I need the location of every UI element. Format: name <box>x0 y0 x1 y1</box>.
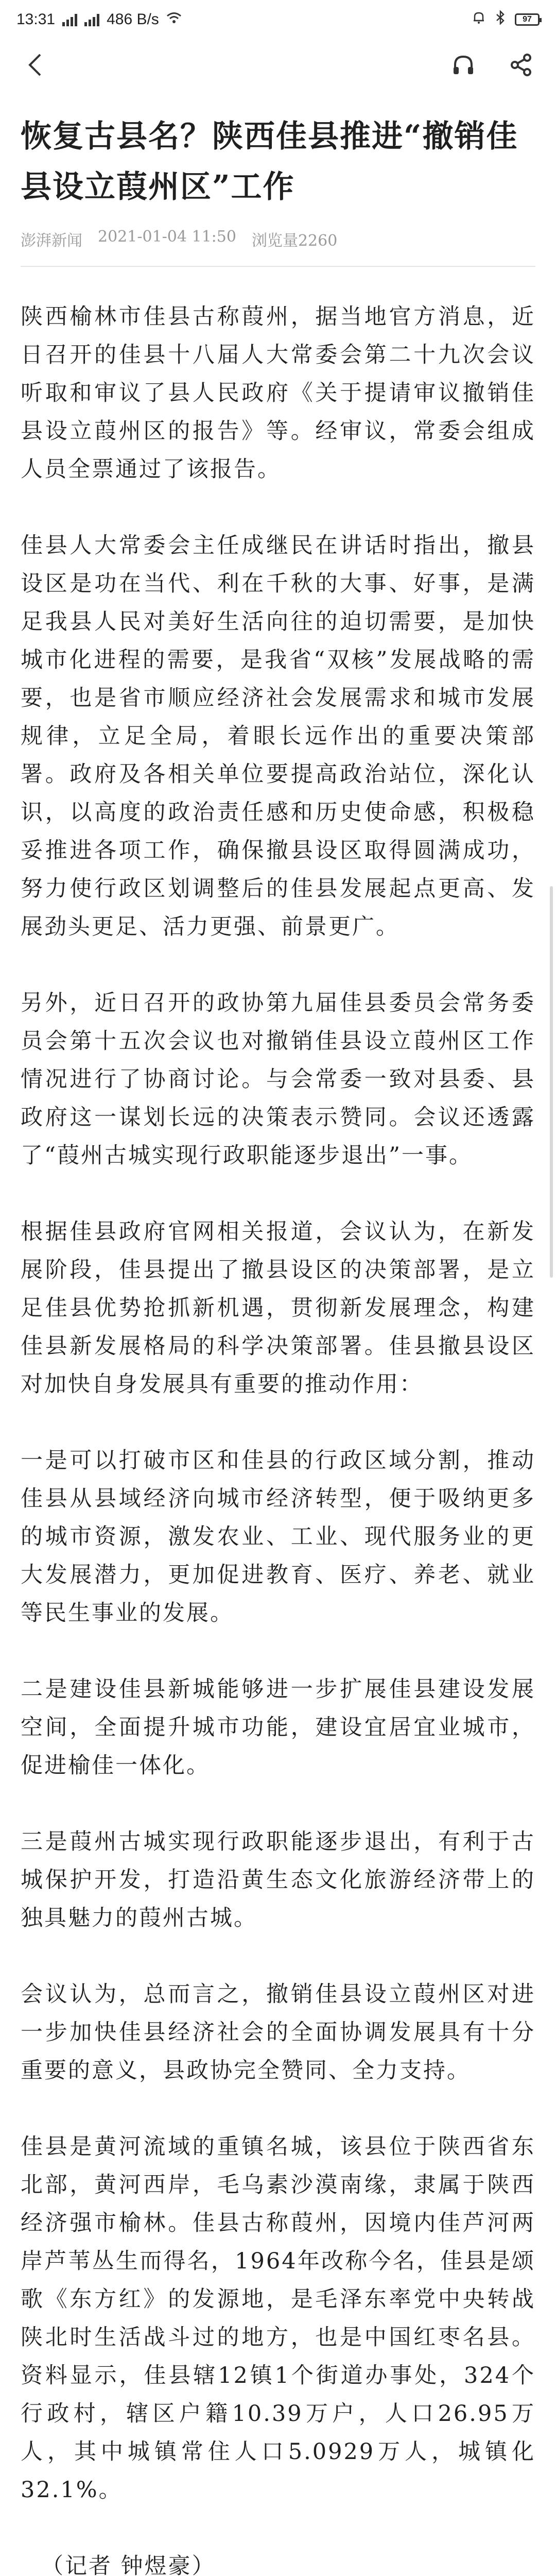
nav-actions <box>449 50 535 79</box>
paragraph: 佳县是黄河流域的重镇名城，该县位于陕西省东北部，黄河西岸，毛乌素沙漠南缘，隶属于陕西经济强市榆林。佳县古称葭州，因境内佳芦河两岸芦苇丛生而得名，1964年改称今名，佳县是颂歌《东方红》的发源地，是毛泽东率党中央转战陕北时生活战斗过的地方，也是中国红枣名县。资料显示，佳县辖12镇1个街道办事处，324个行政村，辖区户籍10.39万户，人口26.95万人，其中城镇常住人口5.0929万人，城镇化32.1%。 <box>21 2134 535 2503</box>
status-time: 13:31 <box>16 11 56 28</box>
article <box>0 111 556 2576</box>
reporter-byline: （记者 钟煜豪） <box>41 2553 216 2576</box>
article-source[interactable]: 澎湃新闻 <box>21 232 82 250</box>
article-datetime: 2021-01-04 11:50 <box>98 228 236 246</box>
article-views: 浏览量2260 <box>251 232 338 250</box>
nav-bar <box>0 39 556 91</box>
scrollbar[interactable] <box>550 886 553 1278</box>
paragraph: 二是建设佳县新城能够进一步扩展佳县建设发展空间，全面提升城市功能，建设宜居宜业城市，促进榆佳一体化。 <box>21 1676 535 1778</box>
notification-icon <box>472 10 486 29</box>
chevron-left-icon[interactable] <box>21 50 49 79</box>
status-left <box>16 11 182 28</box>
paragraph: 陕西榆林市佳县古称葭州，据当地官方消息，近日召开的佳县十八届人大常委会第二十九次会议听取和审议了县人民政府《关于提请审议撤销佳县设立葭州区的报告》等。经审议，常委会组成人员全票通过了该报告。 <box>21 304 535 482</box>
wifi-icon <box>166 11 182 28</box>
bluetooth-icon <box>495 10 506 29</box>
divider <box>21 266 535 267</box>
signal-icon-2 <box>84 13 99 26</box>
paragraph: 三是葭州古城实现行政职能逐步退出，有利于古城保护开发，打造沿黄生态文化旅游经济带上的独具魅力的葭州古城。 <box>21 1829 535 1931</box>
paragraph: 会议认为，总而言之，撤销佳县设立葭州区对进一步加快佳县经济社会的全面协调发展具有十分重要的意义，县政协完全赞同、全力支持。 <box>21 1981 535 2083</box>
share-icon[interactable] <box>507 50 535 79</box>
headphones-icon[interactable] <box>449 50 478 79</box>
paragraph: 另外，近日召开的政协第九届佳县委员会常务委员会第十五次会议也对撤销佳县设立葭州区工作情况进行了协商讨论。与会常委一致对县委、县政府这一谋划长远的决策表示赞同。会议还透露了“葭州古城实现行政职能逐步退出”一事。 <box>21 990 535 1168</box>
battery-icon <box>515 13 540 26</box>
battery-level: 97 <box>523 15 532 24</box>
paragraph: 佳县人大常委会主任成继民在讲话时指出，撤县设区是功在当代、利在千秋的大事、好事，是满足我县人民对美好生活向往的迫切需要，是加快城市化进程的需要，是我省“双核”发展战略的需要，也是省市顺应经济社会发展需求和城市发展规律，立足全局，着眼长远作出的重要决策部署。政府及各相关单位要提高政治站位，深化认识，以高度的政治责任感和历史使命感，积极稳妥推进各项工作，确保撤县设区取得圆满成功，努力使行政区划调整后的佳县发展起点更高、发展劲头更足、活力更强、前景更广。 <box>21 533 535 940</box>
paragraph: 根据佳县政府官网相关报道，会议认为，在新发展阶段，佳县提出了撤县设区的决策部署，是立足佳县优势抢抓新机遇，贯彻新发展理念，构建佳县新发展格局的科学决策部署。佳县撤县设区对加快自身发展具有重要的推动作用： <box>21 1219 535 1397</box>
article-meta <box>21 228 535 250</box>
signal-icon <box>62 13 77 26</box>
network-speed: 486 B/s <box>107 11 159 28</box>
status-bar <box>0 0 556 39</box>
paragraph: 一是可以打破市区和佳县的行政区域分割，推动佳县从县域经济向城市经济转型，便于吸纳更多的城市资源，激发农业、工业、现代服务业的更大发展潜力，更加促进教育、医疗、养老、就业等民生事业的发展。 <box>21 1448 535 1626</box>
article-title: 恢复古县名？陕西佳县推进“撤销佳县设立葭州区”工作 <box>21 118 518 205</box>
status-right <box>472 10 540 29</box>
